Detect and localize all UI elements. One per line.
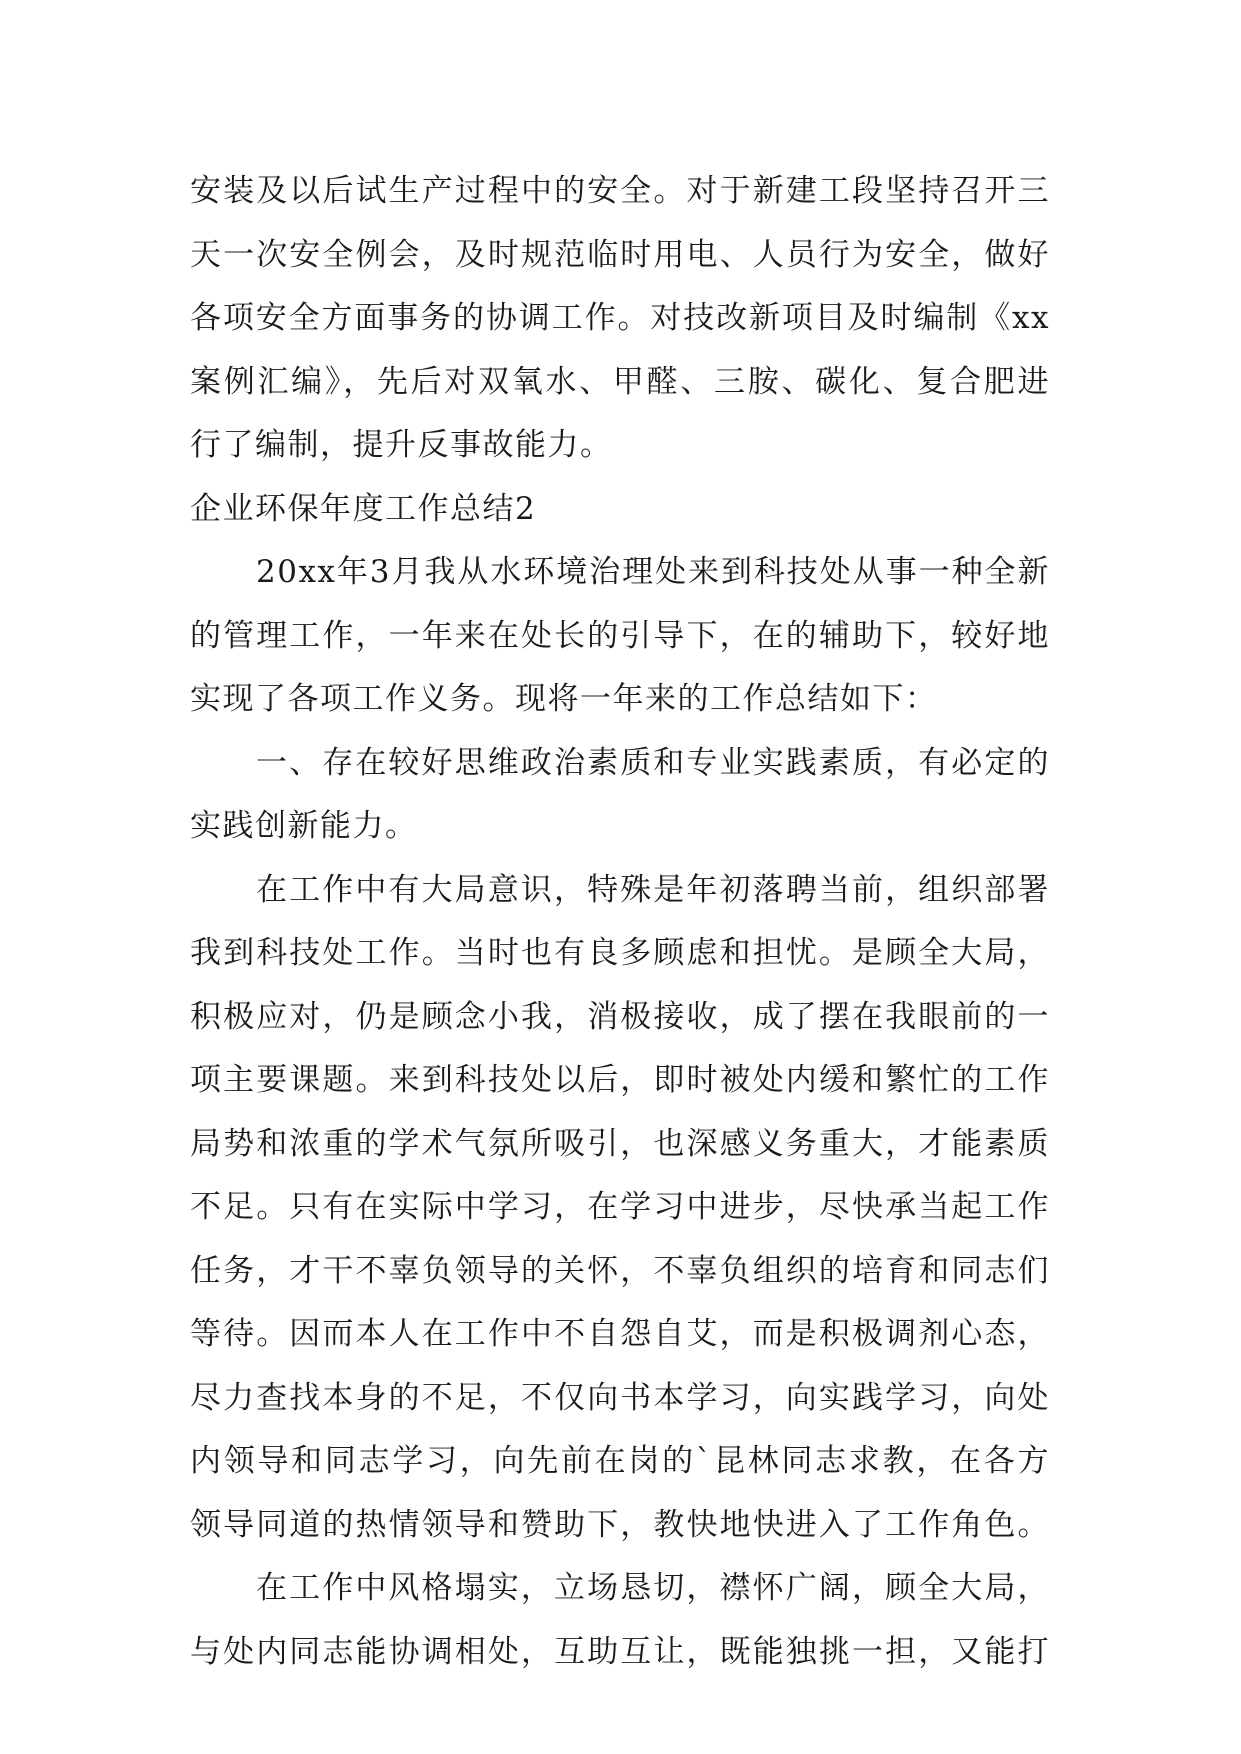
text-line: 任务，才干不辜负领导的关怀，不辜负组织的培育和同志们 (190, 1252, 1050, 1289)
text-line: 我到科技处工作。当时也有良多顾虑和担忧。是顾全大局， (190, 935, 1050, 971)
text-line: 积极应对，仍是顾念小我，消极接收，成了摆在我眼前的一 (190, 998, 1050, 1035)
text-line: 项主要课题。来到科技处以后，即时被处内缓和繁忙的工作 (190, 1062, 1050, 1098)
text-line: 局势和浓重的学术气氛所吸引，也深感义务重大，才能素质 (190, 1125, 1050, 1162)
text-line: 等待。因而本人在工作中不自怨自艾，而是积极调剂心态， (190, 1316, 1050, 1352)
text-line: 案例汇编》，先后对双氧水、甲醛、三胺、碳化、复合肥进 (190, 363, 1050, 400)
text-line: 安装及以后试生产过程中的安全。对于新建工段坚持召开三 (190, 173, 1050, 209)
text-line: 内领导和同志学习，向先前在岗的`昆林同志求教，在各方 (190, 1443, 1050, 1479)
section-title: 企业环保年度工作总结2 (190, 490, 537, 527)
heading-one (190, 732, 1050, 859)
text-line: 20xx年3月我从水环境治理处来到科技处从事一种全新 (256, 554, 1050, 590)
text-line: 实践创新能力。 (190, 808, 418, 844)
intro-paragraph (190, 541, 1050, 732)
text-line: 与处内同志能协调相处，互助互让，既能独挑一担，又能打 (190, 1633, 1050, 1670)
paragraph-three (190, 1557, 1050, 1684)
paragraph-two (190, 859, 1050, 1558)
text-line: 在工作中有大局意识，特殊是年初落聘当前，组织部署 (256, 871, 1050, 908)
text-line: 尽力查找本身的不足，不仅向书本学习，向实践学习，向处 (190, 1379, 1050, 1416)
text-line: 在工作中风格塌实，立场恳切，襟怀广阔，顾全大局， (256, 1570, 1050, 1606)
text-line: 各项安全方面事务的协调工作。对技改新项目及时编制《xx (190, 300, 1050, 336)
continued-paragraph (190, 160, 1050, 478)
text-line: 一、存在较好思维政治素质和专业实践素质，有必定的 (256, 744, 1050, 781)
text-line: 实现了各项工作义务。现将一年来的工作总结如下： (190, 681, 938, 717)
text-line: 的管理工作，一年来在处长的引导下，在的辅助下，较好地 (190, 617, 1050, 654)
text-line: 天一次安全例会，及时规范临时用电、人员行为安全，做好 (190, 236, 1050, 273)
text-line: 行了编制，提升反事故能力。 (190, 427, 613, 463)
text-line: 领导同道的热情领导和赞助下，教快地快进入了工作角色。 (190, 1506, 1050, 1543)
text-line: 不足。只有在实际中学习，在学习中进步，尽快承当起工作 (190, 1189, 1050, 1225)
document-body (190, 160, 1050, 1684)
